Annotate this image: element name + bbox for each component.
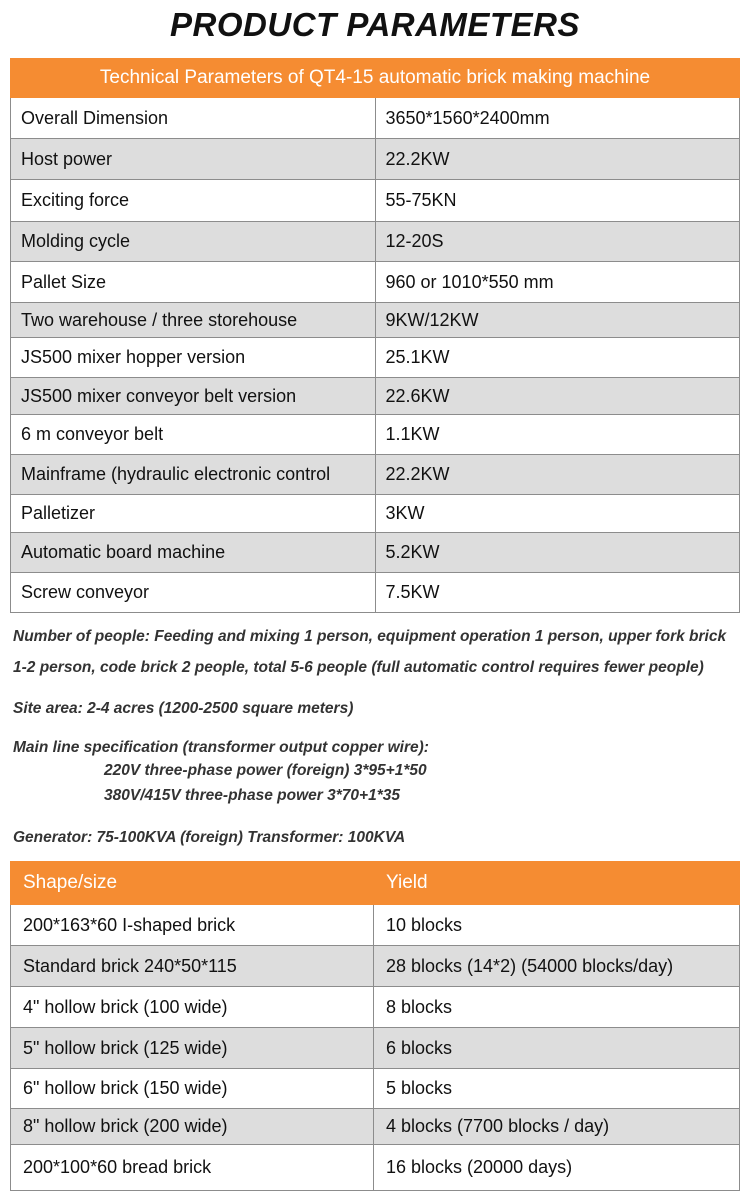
shape-cell: 200*163*60 I-shaped brick [11,905,374,946]
shape-cell: 200*100*60 bread brick [11,1145,374,1191]
shape-cell: 8" hollow brick (200 wide) [11,1109,374,1145]
param-name: Host power [11,139,376,180]
param-name: Exciting force [11,180,376,222]
param-name: Automatic board machine [11,533,376,573]
param-value: 12-20S [375,222,740,262]
shape-cell: 4" hollow brick (100 wide) [11,987,374,1028]
table-row [11,987,740,1028]
table-row [11,1109,740,1145]
shape-cell: Standard brick 240*50*115 [11,946,374,987]
page-title: PRODUCT PARAMETERS [170,6,580,43]
yield-cell: 5 blocks [374,1069,740,1109]
param-name: JS500 mixer hopper version [11,338,376,378]
table-row [11,495,740,533]
site-area-note: Site area: 2-4 acres (1200-2500 square meters) [13,700,354,717]
table-row [11,98,740,139]
yield-cell: 16 blocks (20000 days) [374,1145,740,1191]
technical-parameters-header: Technical Parameters of QT4-15 automatic brick making machine [11,59,740,98]
yield-table [10,861,740,1191]
param-value: 960 or 1010*550 mm [375,262,740,303]
column-header-yield: Yield [374,862,740,905]
yield-cell: 28 blocks (14*2) (54000 blocks/day) [374,946,740,987]
table-row [11,415,740,455]
table-row [11,378,740,415]
table-row [11,455,740,495]
column-header-shape: Shape/size [11,862,374,905]
param-value: 1.1KW [375,415,740,455]
table-row [11,533,740,573]
param-name: Mainframe (hydraulic electronic control [11,455,376,495]
param-name: Palletizer [11,495,376,533]
table-row [11,1028,740,1069]
table-row [11,180,740,222]
spec-foreign-note: 220V three-phase power (foreign) 3*95+1*50 [104,762,427,779]
technical-parameters-table [10,58,740,613]
table-row [11,262,740,303]
yield-cell: 6 blocks [374,1028,740,1069]
param-value: 25.1KW [375,338,740,378]
yield-cell: 10 blocks [374,905,740,946]
param-value: 5.2KW [375,533,740,573]
param-name: Pallet Size [11,262,376,303]
param-name: Molding cycle [11,222,376,262]
table-row [11,139,740,180]
generator-note: Generator: 75-100KVA (foreign) Transformer: 100KVA [13,829,406,846]
param-value: 22.2KW [375,455,740,495]
table-header-row [11,862,740,905]
shape-cell: 6" hollow brick (150 wide) [11,1069,374,1109]
yield-cell: 4 blocks (7700 blocks / day) [374,1109,740,1145]
param-name: Overall Dimension [11,98,376,139]
main-line-note: Main line specification (transformer output copper wire): [13,739,429,756]
param-value: 3KW [375,495,740,533]
shape-cell: 5" hollow brick (125 wide) [11,1028,374,1069]
people-note-line-1: Number of people: Feeding and mixing 1 person, equipment operation 1 person, upper fork brick [13,628,727,645]
table-row [11,573,740,613]
table-row [11,1145,740,1191]
param-name: Two warehouse / three storehouse [11,303,376,338]
param-value: 3650*1560*2400mm [375,98,740,139]
spec-380-note: 380V/415V three-phase power 3*70+1*35 [104,787,400,804]
param-value: 9KW/12KW [375,303,740,338]
yield-cell: 8 blocks [374,987,740,1028]
table-row [11,222,740,262]
table-row [11,1069,740,1109]
table-header-row [11,59,740,98]
table-row [11,946,740,987]
param-value: 22.6KW [375,378,740,415]
param-name: 6 m conveyor belt [11,415,376,455]
table-row [11,905,740,946]
param-value: 22.2KW [375,139,740,180]
people-note-line-2: 1-2 person, code brick 2 people, total 5-6 people (full automatic control requires fewer people) [13,659,704,676]
table-row [11,338,740,378]
param-value: 7.5KW [375,573,740,613]
param-value: 55-75KN [375,180,740,222]
param-name: Screw conveyor [11,573,376,613]
param-name: JS500 mixer conveyor belt version [11,378,376,415]
table-row [11,303,740,338]
